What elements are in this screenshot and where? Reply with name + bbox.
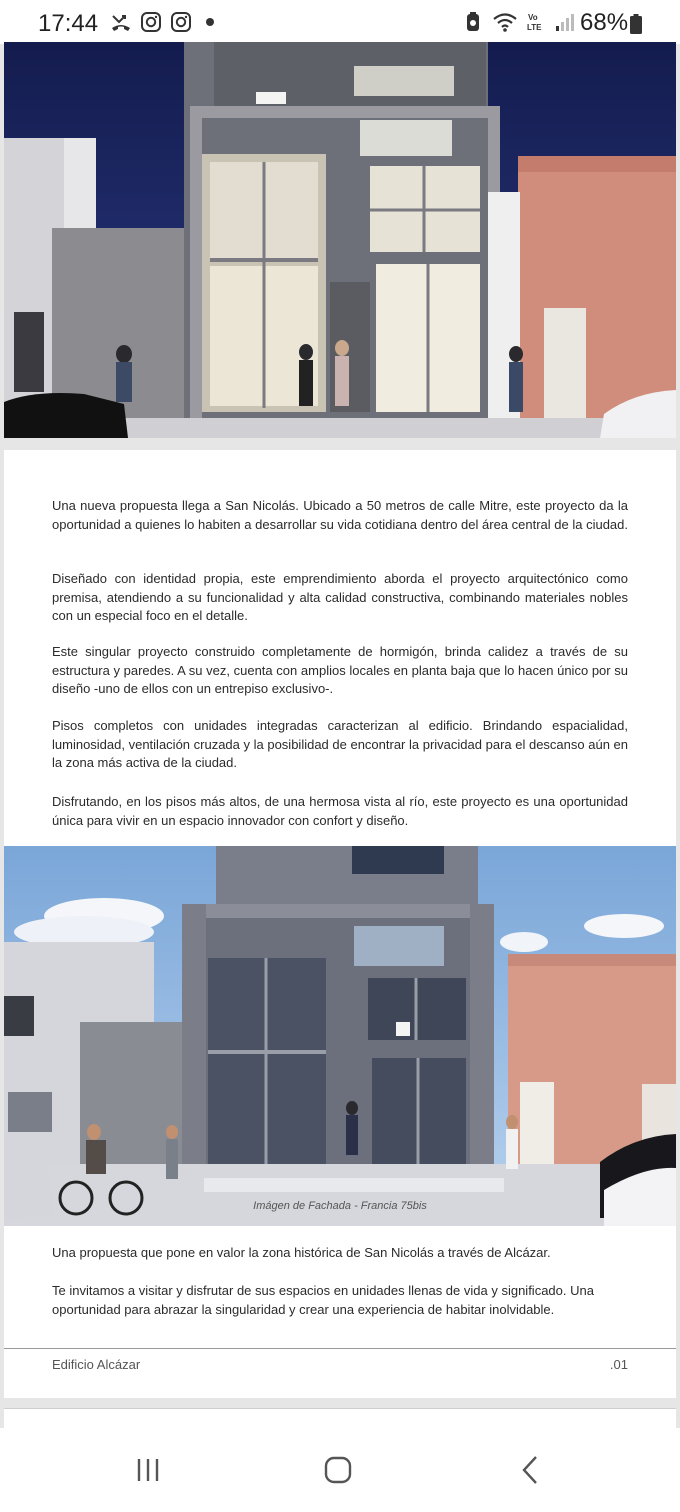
footer-project-name: Edificio Alcázar — [52, 1357, 141, 1372]
navigation-bar — [0, 1428, 680, 1512]
paragraph-floors: Pisos completos con unidades integradas caracterizan al edificio. Brindando espacialidad, luminosidad, ventilación cruzada y la posibilidad de encontrar la privacidad para el descanso aún en la zona más activa de la ciudad. — [52, 718, 628, 770]
svg-text:LTE: LTE — [527, 23, 542, 32]
svg-text:Vo: Vo — [528, 13, 538, 22]
missed-call-icon — [110, 11, 132, 33]
image-caption: Imágen de Fachada - Francia 75bis — [253, 1200, 427, 1212]
battery-icon — [630, 14, 642, 34]
status-bar — [0, 0, 680, 44]
building-night-render — [4, 42, 676, 438]
notification-dot-icon — [206, 18, 214, 26]
back-icon — [518, 1454, 542, 1486]
instagram-icon — [140, 11, 162, 33]
page-gap — [4, 438, 676, 450]
home-button[interactable] — [318, 1452, 358, 1488]
volte-icon — [526, 11, 546, 33]
recents-icon — [133, 1456, 163, 1484]
signal-icon — [554, 11, 576, 33]
home-icon — [322, 1454, 354, 1486]
paragraph-closing-2: Te invitamos a visitar y disfrutar de sus espacios en unidades llenas de vida y significado. Una oportunidad para abrazar la singularidad y crear una experiencia de habitar inolvidable. — [52, 1283, 594, 1317]
paragraph-structure: Este singular proyecto construido completamente de hormigón, brinda calidez a través de su estructura y paredes. A su vez, cuenta con amplios locales en planta baja que lo hacen único por su diseño -uno de ellos con un entrepiso exclusivo-. — [52, 644, 628, 696]
battery-percentage: 68% — [580, 9, 629, 36]
next-page-preview[interactable] — [4, 1408, 676, 1428]
footer-divider — [4, 1348, 676, 1349]
paragraph-intro: Una nueva propuesta llega a San Nicolás. Ubicado a 50 metros de calle Mitre, este proyecto da la oportunidad a quienes lo habiten a desarrollar su vida cotidiana dentro del área central de la ciudad. — [52, 498, 628, 532]
instagram-icon — [170, 11, 192, 33]
recents-button[interactable] — [128, 1452, 168, 1488]
document-page[interactable] — [4, 42, 676, 1398]
paragraph-closing-1: Una propuesta que pone en valor la zona histórica de San Nicolás a través de Alcázar. — [52, 1245, 551, 1260]
paragraph-design: Diseñado con identidad propia, este emprendimiento aborda el proyecto arquitectónico como premisa, atendiendo a su funcionalidad y alta calidad constructiva, combinando materiales nobles con un especial foco en el detalle. — [52, 571, 628, 623]
paragraph-view: Disfrutando, en los pisos más altos, de una hermosa vista al río, este proyecto es una oportunidad única para vivir en un espacio innovador con confort y diseño. — [52, 794, 628, 828]
building-day-render — [4, 846, 676, 1226]
status-time: 17:44 — [38, 10, 99, 37]
wifi-icon — [492, 11, 518, 33]
back-button[interactable] — [510, 1452, 550, 1488]
alarm-icon — [462, 11, 484, 33]
footer-page-number: .01 — [609, 1357, 628, 1372]
